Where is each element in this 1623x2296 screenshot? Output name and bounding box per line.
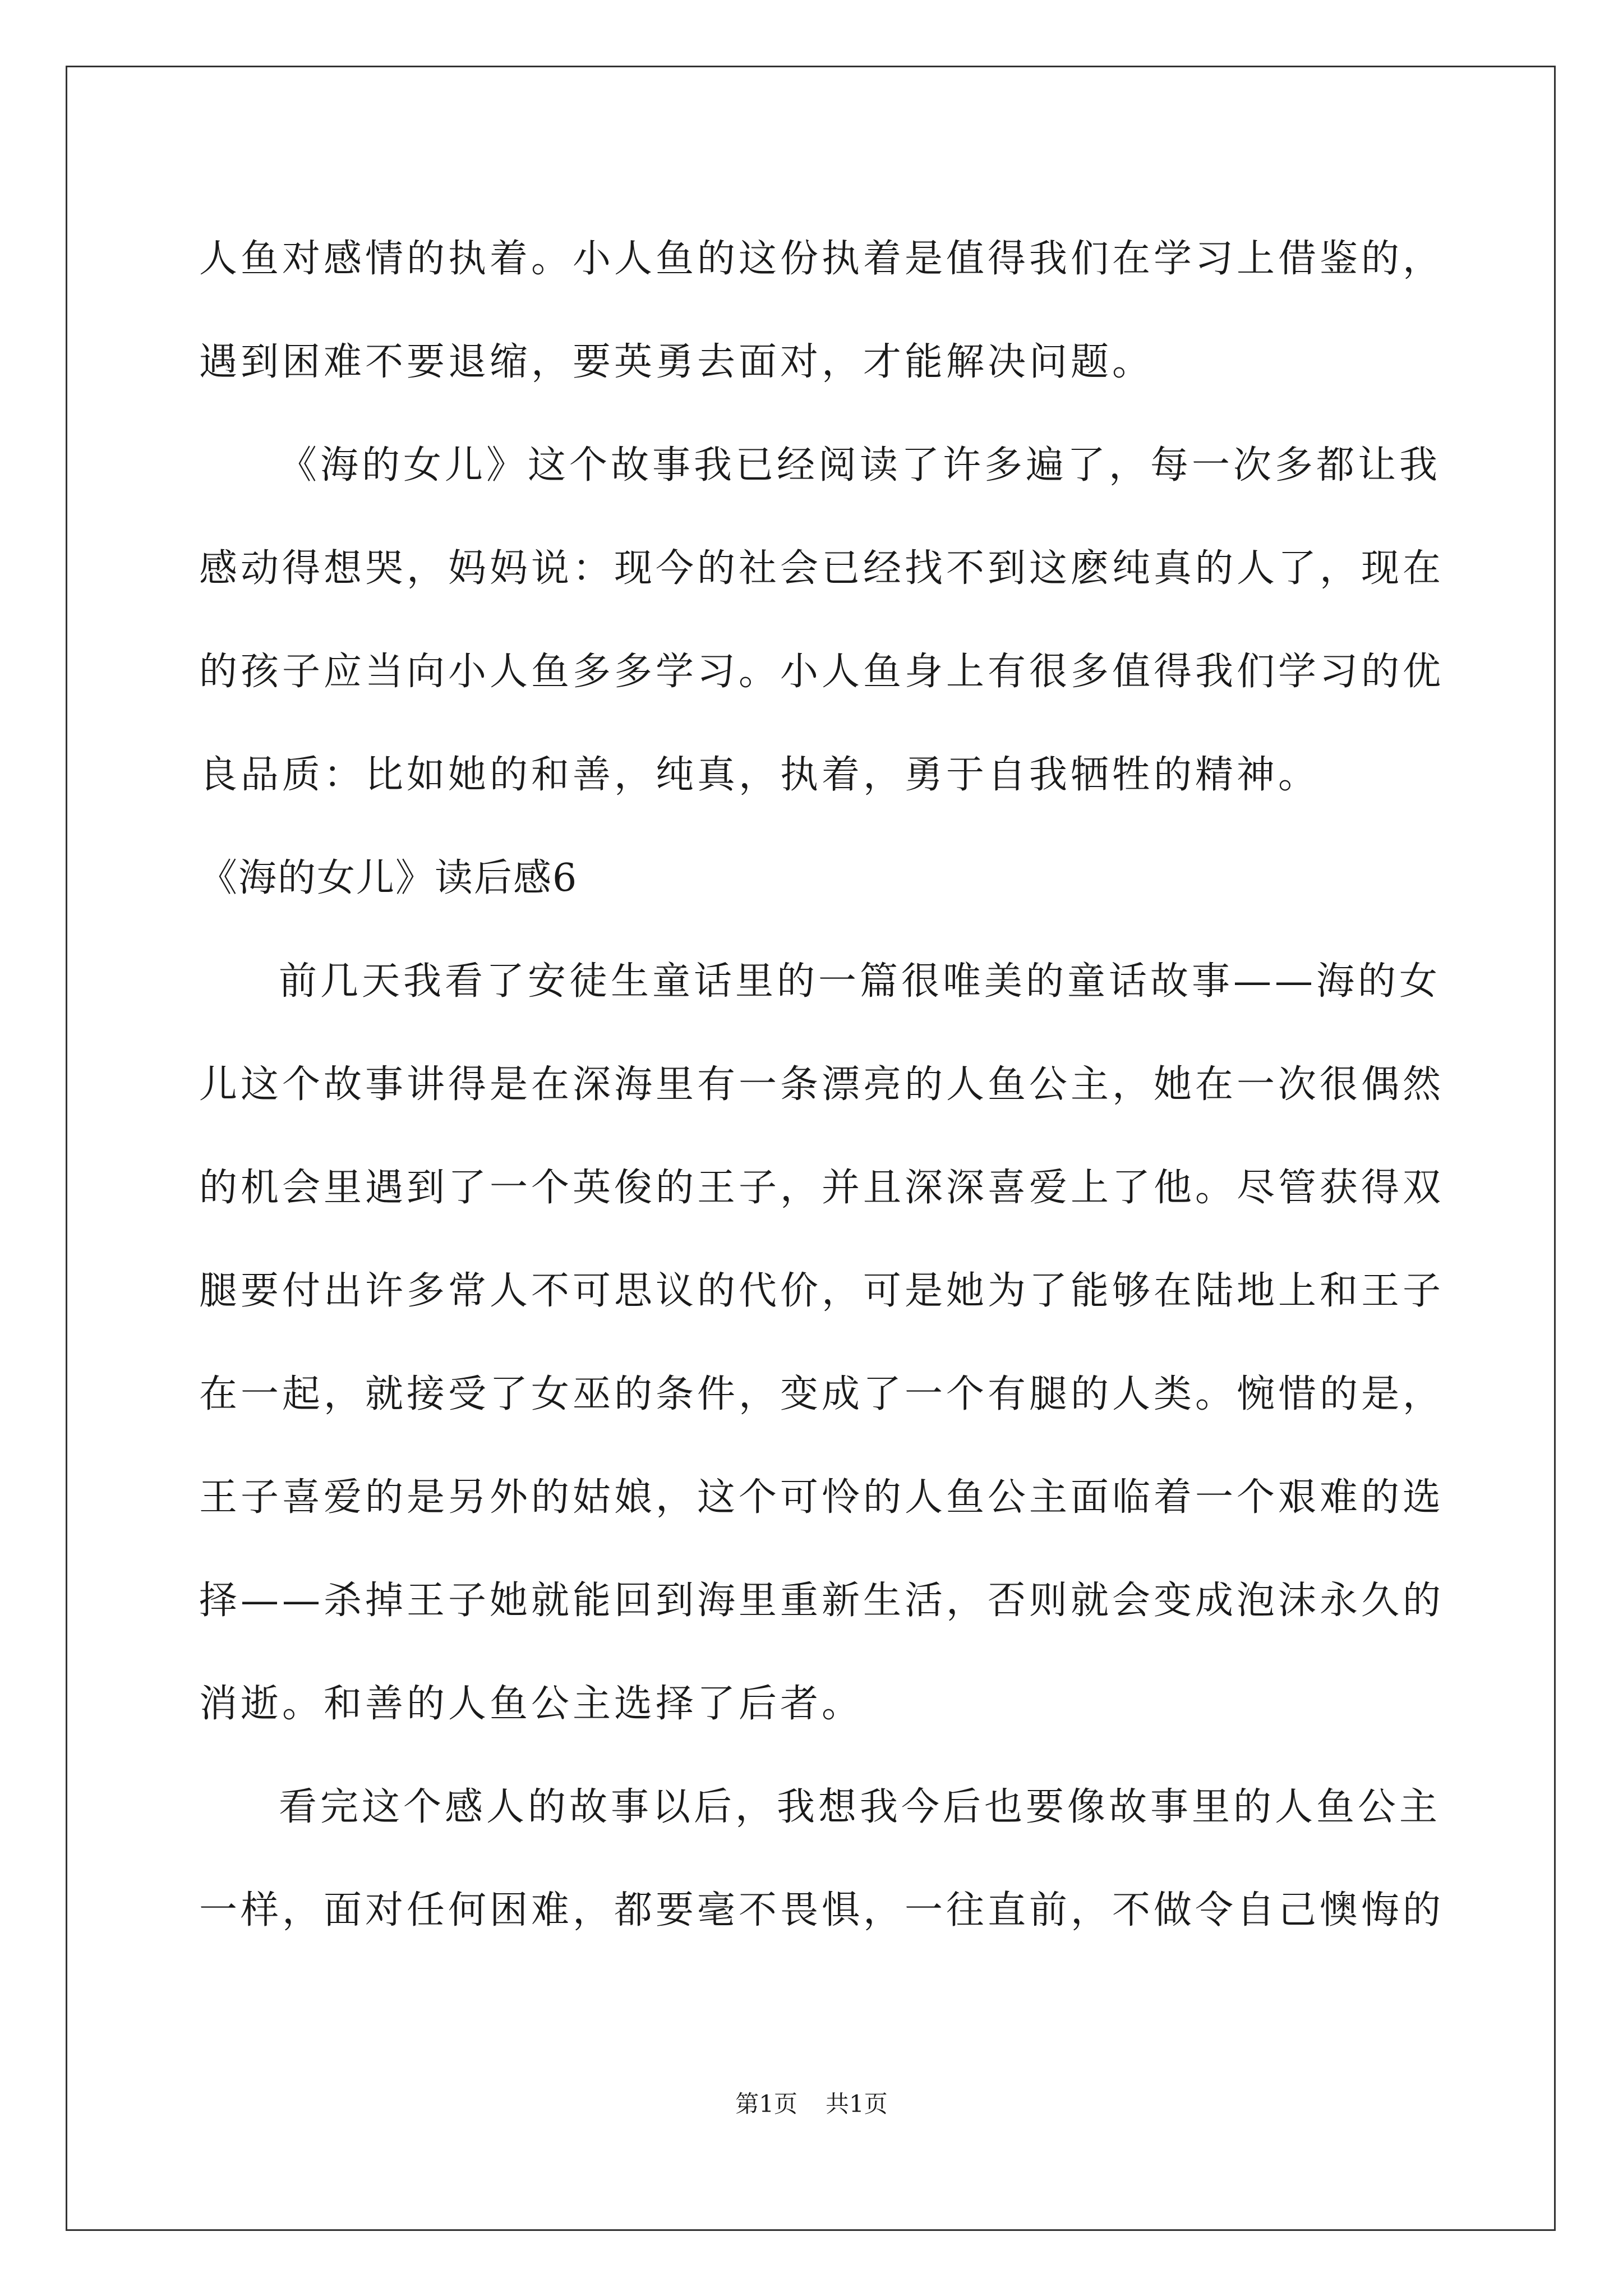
text-line: 遇到困难不要退缩，要英勇去面对，才能解决问题。 — [199, 340, 1154, 384]
page-number: 第1页 — [735, 2090, 797, 2118]
text-line: 在一起，就接受了女巫的条件，变成了一个有腿的人类。惋惜的是， — [199, 1372, 1445, 1416]
page-total: 共1页 — [826, 2090, 888, 2118]
text-line: 的孩子应当向小人鱼多多学习。小人鱼身上有很多值得我们学习的优 — [199, 650, 1445, 694]
text-line: 消逝。和善的人鱼公主选择了后者。 — [199, 1682, 864, 1726]
text-line: 感动得想哭，妈妈说：现今的社会已经找不到这麽纯真的人了，现在 — [199, 546, 1445, 591]
text-line: 《海的女儿》这个故事我已经阅读了许多遍了，每一次多都让我 — [279, 443, 1441, 487]
document-body — [199, 208, 1445, 1962]
text-line: 腿要付出许多常人不可思议的代价，可是她为了能够在陆地上和王子 — [199, 1269, 1445, 1313]
text-line: 儿这个故事讲得是在深海里有一条漂亮的人鱼公主，她在一次很偶然 — [199, 1062, 1445, 1107]
text-line: 良品质：比如她的和善，纯真，执着，勇于自我牺牲的精神。 — [199, 753, 1320, 797]
text-line: 的机会里遇到了一个英俊的王子，并且深深喜爱上了他。尽管获得双 — [199, 1166, 1445, 1210]
text-line: 王子喜爱的是另外的姑娘，这个可怜的人鱼公主面临着一个艰难的选 — [199, 1475, 1445, 1520]
text-line: 前几天我看了安徒生童话里的一篇很唯美的童话故事——海的女 — [279, 959, 1441, 1004]
text-line: 择——杀掉王子她就能回到海里重新生活，否则就会变成泡沫永久的 — [199, 1579, 1445, 1623]
text-line: 看完这个感人的故事以后，我想我今后也要像故事里的人鱼公主 — [279, 1785, 1441, 1829]
section-heading: 《海的女儿》读后感6 — [199, 856, 578, 900]
page-footer — [0, 2086, 1623, 2119]
text-line: 人鱼对感情的执着。小人鱼的这份执着是值得我们在学习上借鉴的， — [199, 237, 1445, 281]
text-line: 一样，面对任何困难，都要毫不畏惧，一往直前，不做令自己懊悔的 — [199, 1888, 1445, 1932]
